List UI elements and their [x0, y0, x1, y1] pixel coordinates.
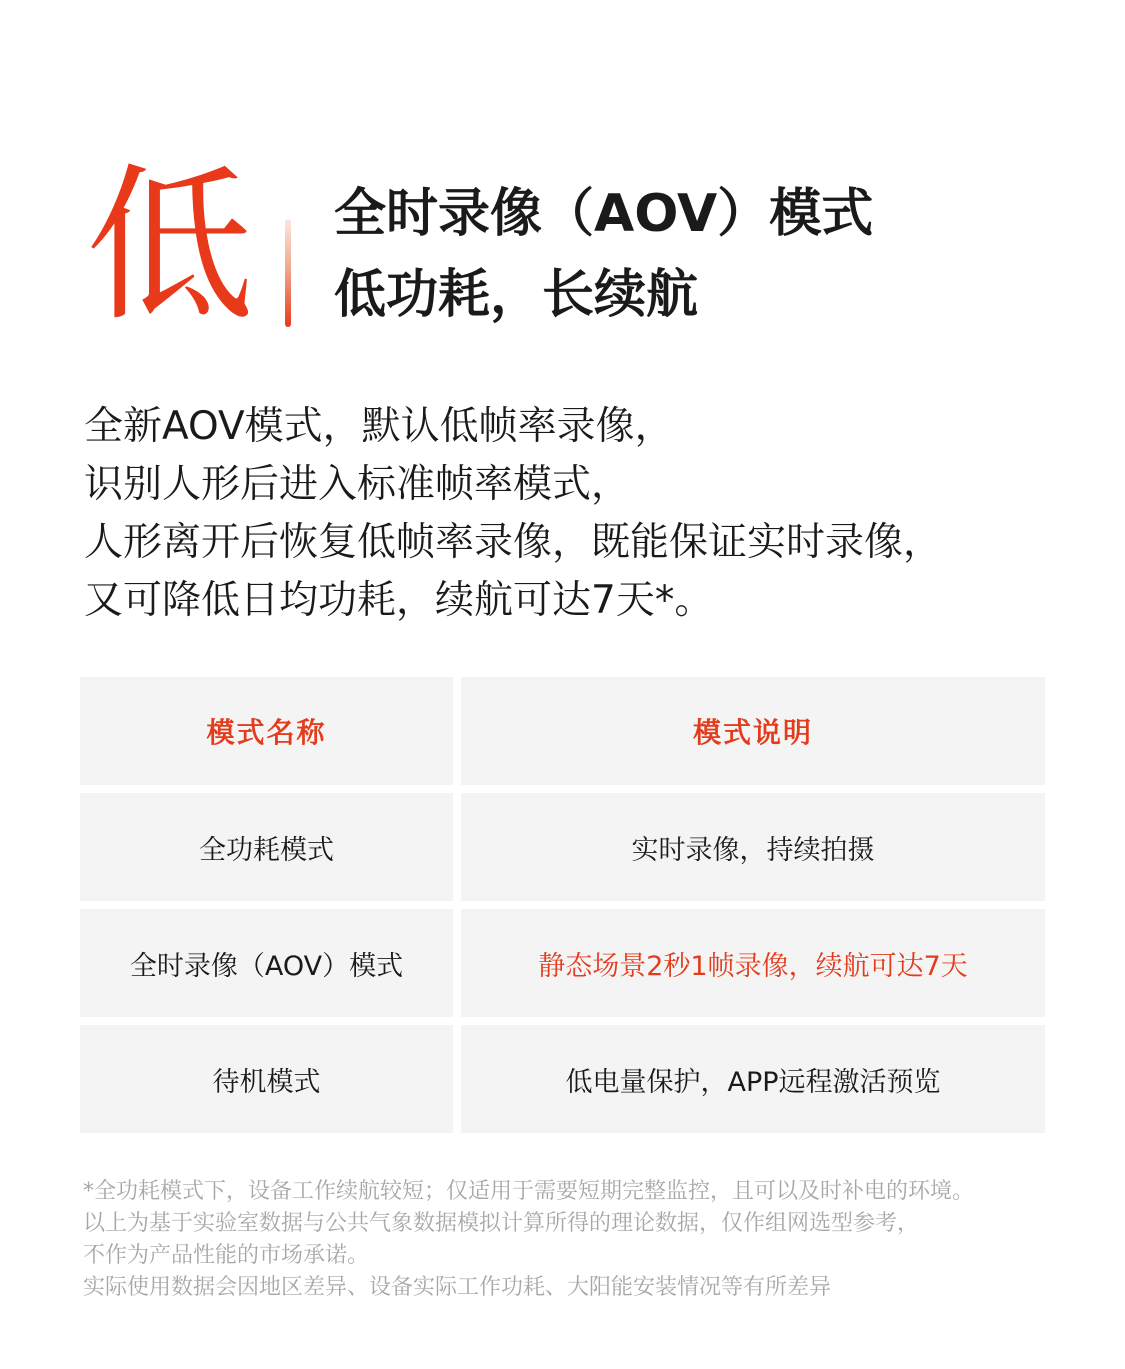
feature-description: [84, 398, 1084, 630]
table-header-row: [80, 677, 1045, 785]
table-row: [80, 909, 1045, 1017]
description-line: 人形离开后恢复低帧率录像，既能保证实时录像，: [84, 520, 943, 565]
footnote-line: 不作为产品性能的市场承诺。: [83, 1243, 370, 1268]
header-mode-description: 模式说明: [461, 677, 1045, 785]
table-row: [80, 1025, 1045, 1133]
mode-description-cell: 实时录像，持续拍摄: [461, 793, 1045, 901]
mode-comparison-table: [80, 677, 1045, 1133]
footnote-line: *全功耗模式下，设备工作续航较短；仅适用于需要短期完整监控，且可以及时补电的环境。: [83, 1179, 975, 1204]
mode-description-cell: 低电量保护，APP远程激活预览: [461, 1025, 1045, 1133]
mode-name-cell: 待机模式: [80, 1025, 453, 1133]
feature-subtitle: 低功耗，长续航: [334, 265, 699, 325]
description-line: 识别人形后进入标准帧率模式，: [84, 462, 631, 507]
mode-description-cell-highlight: 静态场景2秒1帧录像，续航可达7天: [461, 909, 1045, 1017]
mode-name-cell: 全功耗模式: [80, 793, 453, 901]
feature-title: 全时录像（AOV）模式: [334, 184, 874, 244]
mode-name-cell: 全时录像（AOV）模式: [80, 909, 453, 1017]
table-row: [80, 793, 1045, 901]
description-line: 全新AOV模式，默认低帧率录像，: [84, 404, 674, 449]
header-mode-name: 模式名称: [80, 677, 453, 785]
disclaimer-footnotes: [83, 1176, 1103, 1304]
footnote-line: 以上为基于实验室数据与公共气象数据模拟计算所得的理论数据，仅作组网选型参考，: [83, 1211, 920, 1236]
footnote-line: 实际使用数据会因地区差异、设备实际工作功耗、大阳能安装情况等有所差异: [83, 1275, 832, 1300]
description-line: 又可降低日均功耗，续航可达7天*。: [84, 578, 714, 623]
feature-big-character: 低: [86, 148, 250, 344]
header-divider: [285, 219, 291, 327]
